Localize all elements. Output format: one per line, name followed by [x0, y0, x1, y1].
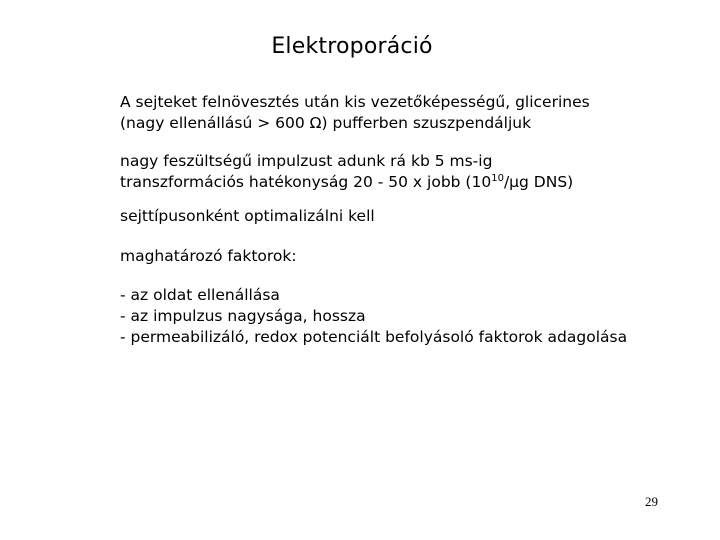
slide-title: [0, 34, 720, 59]
intro-line-2: (nagy ellenállású > 600 Ω) pufferben szuszpendáljuk: [120, 114, 532, 132]
list-item: - az impulzus nagysága, hossza: [120, 307, 366, 325]
page-number: 29: [645, 494, 658, 509]
list-item: - az oldat ellenállása: [120, 286, 280, 304]
pulse-line: nagy feszültségű impulzust adunk rá kb 5 ms-ig: [120, 152, 493, 170]
list-item: - permeabilizáló, redox potenciált befolyásoló faktorok adagolása: [120, 328, 628, 346]
factors-list: [120, 285, 710, 348]
efficiency-text: transzformációs hatékonyság 20 - 50 x jobb (10: [120, 173, 492, 191]
pulse-paragraph: [120, 151, 710, 193]
optimize-paragraph: [120, 206, 710, 227]
factors-heading: maghatározó faktorok:: [120, 247, 297, 265]
intro-paragraph: [120, 92, 710, 134]
slide-title-text: Elektroporáció: [271, 34, 433, 59]
efficiency-exponent: 10: [491, 173, 504, 184]
efficiency-unit: /μg DNS): [503, 173, 574, 191]
factors-heading-paragraph: [120, 246, 710, 267]
intro-line-1: A sejteket felnövesztés után kis vezetőképességű, glicerines: [120, 93, 590, 111]
efficiency-line: [120, 172, 710, 193]
optimize-line: sejttípusonként optimalizálni kell: [120, 207, 375, 225]
